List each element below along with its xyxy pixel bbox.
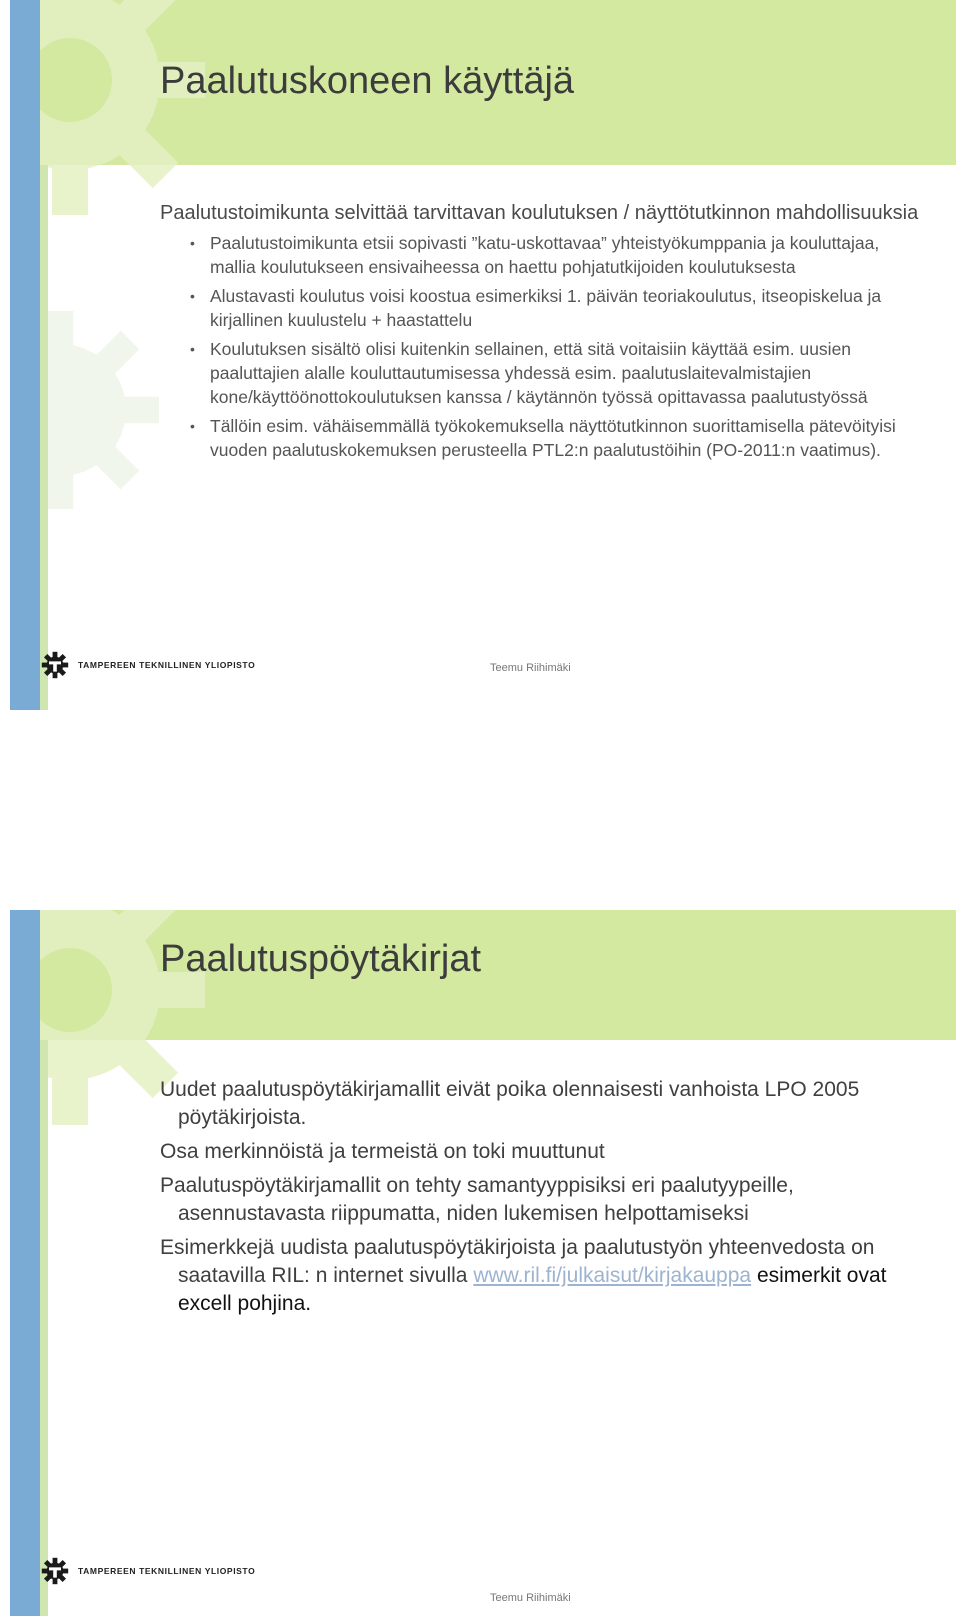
paragraph: Osa merkinnöistä ja termeistä on toki muuttunut xyxy=(160,1140,605,1163)
list-item xyxy=(190,414,920,462)
list-item-text: Alustavasti koulutus voisi koostua esimerkiksi 1. päivän teoriakoulutus, itseopiskelua ja kirjallinen kuulustelu + haastattelu xyxy=(210,286,882,330)
tut-gear-logo-icon xyxy=(40,650,70,680)
bullet-icon: • xyxy=(190,235,195,251)
tut-gear-logo-icon xyxy=(40,1556,70,1586)
slide-title: Paalutuskoneen käyttäjä xyxy=(160,60,575,102)
paragraph: Uudet paalutuspöytäkirjamallit eivät poika olennaisesti vanhoista LPO 2005 pöytäkirjoista. xyxy=(160,1078,860,1129)
list-item-text: Paalutustoimikunta etsii sopivasti ”katu-uskottavaa” yhteistyökumppania ja kouluttajaa, mallia koulutukseen ensivaiheessa on haettu pohjatutkijoiden koulutuksesta xyxy=(210,233,880,277)
author-label: Teemu Riihimäki xyxy=(490,662,571,674)
slide-title: Paalutuspöytäkirjat xyxy=(160,938,482,980)
bullet-icon: • xyxy=(190,288,195,304)
list-item-text: Koulutuksen sisältö olisi kuitenkin sellainen, että sitä voitaisiin käyttää esim. uusien paaluttajien alalle kouluttautumisessa yhdessä esim. paalutuslaitevalmistajien kone/käyttöönottokoulutuksen kanssa / käytännön työssä opittavassa paalutustyössä xyxy=(210,339,868,407)
paragraph-with-link xyxy=(160,1234,920,1318)
list-item xyxy=(190,231,920,279)
slide-1 xyxy=(10,0,956,710)
sidebar-accent xyxy=(40,165,48,710)
slide-2 xyxy=(10,910,956,1616)
lead-text: Paalutustoimikunta selvittää tarvittavan koulutuksen / näyttötutkinnon mahdollisuuksia xyxy=(160,202,919,224)
slide-body xyxy=(160,1076,920,1324)
slide-body xyxy=(160,200,920,467)
author-label: Teemu Riihimäki xyxy=(490,1592,571,1604)
ril-kirjakauppa-link[interactable]: www.ril.fi/julkaisut/kirjakauppa xyxy=(473,1264,752,1287)
list-item xyxy=(190,337,920,409)
logo-text: TAMPEREEN TEKNILLINEN YLIOPISTO xyxy=(78,1566,256,1576)
bullet-icon: • xyxy=(190,341,195,357)
university-logo xyxy=(40,650,255,680)
sidebar-accent xyxy=(40,1040,48,1616)
logo-text: TAMPEREEN TEKNILLINEN YLIOPISTO xyxy=(78,660,256,670)
list-item xyxy=(190,284,920,332)
university-logo xyxy=(40,1556,255,1586)
sidebar-stripe xyxy=(10,910,40,1616)
paragraph-tail: esimerkit ovat excell pohjina. xyxy=(178,1264,887,1315)
list-item-text: Tällöin esim. vähäisemmällä työkokemuksella näyttötutkinnon suorittamisella pätevöityisi vuoden paalutuskokemuksen perusteella PTL2:n paalutustöihin (PO-2011:n vaatimus). xyxy=(210,416,896,460)
bullet-list xyxy=(160,231,920,462)
paragraph: Paalutuspöytäkirjamallit on tehty samantyyppisiksi eri paalutyypeille, asennustavasta riippumatta, niden lukemisen helpottamiseksi xyxy=(160,1174,794,1225)
paragraph-text: Esimerkkejä uudista paalutuspöytäkirjoista ja paalutustyön yhteenvedosta on saatavilla RIL: n internet sivulla xyxy=(160,1236,875,1287)
bullet-icon: • xyxy=(190,418,195,434)
sidebar-stripe xyxy=(10,0,40,710)
